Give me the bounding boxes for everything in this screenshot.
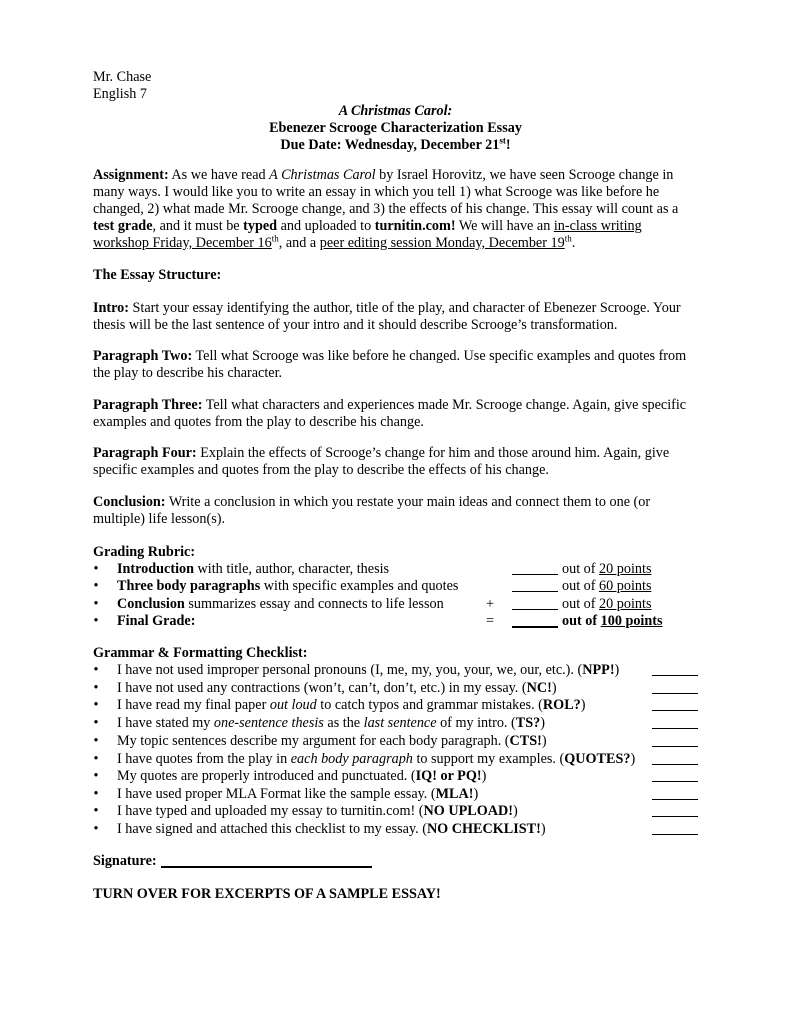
structure-heading: The Essay Structure: xyxy=(93,267,222,283)
check-blank[interactable] xyxy=(652,803,698,817)
assignment-line-1: Assignment: As we have read A Christmas Carol by Israel Horovitz, we have seen Scrooge change in xyxy=(93,167,674,183)
paragraph-three-line-1: Paragraph Three: Tell what characters and experiences made Mr. Scrooge change. Again, give specific xyxy=(93,397,687,413)
bullet-icon: • xyxy=(93,578,99,594)
check-blank[interactable] xyxy=(652,786,698,800)
paragraph-four-line-1: Paragraph Four: Explain the effects of Scrooge’s change for him and those around him. Again, give xyxy=(93,445,670,461)
check-blank[interactable] xyxy=(652,733,698,747)
conclusion-line-1: Conclusion: Write a conclusion in which you restate your main ideas and connect them to one (or xyxy=(93,494,651,510)
score-blank[interactable] xyxy=(512,561,558,575)
bullet-icon: • xyxy=(93,803,99,819)
assignment-line-4: test grade, and it must be typed and uploaded to turnitin.com! We will have an in-class writing xyxy=(93,218,642,234)
bullet-icon: • xyxy=(93,821,99,837)
workshop-date: in-class writing xyxy=(553,218,642,234)
paragraph-four-line-2: specific examples and quotes from the play to describe the effects of his change. xyxy=(93,462,549,478)
assignment-label: Assignment: xyxy=(93,167,169,183)
teacher-name: Mr. Chase xyxy=(93,69,152,85)
peer-editing-date: peer editing session Monday, December 19 xyxy=(319,235,565,251)
turn-over-note: TURN OVER FOR EXCERPTS OF A SAMPLE ESSAY! xyxy=(93,886,441,902)
bullet-icon: • xyxy=(93,680,99,696)
check-blank[interactable] xyxy=(652,662,698,676)
check-blank[interactable] xyxy=(652,680,698,694)
paragraph-three-line-2: examples and quotes from the play to describe his change. xyxy=(93,414,424,430)
paragraph-two-line-2: the play to describe his character. xyxy=(93,365,283,381)
signature-label: Signature: xyxy=(93,853,157,869)
assignment-line-2: many ways. I would like you to write an essay in which you tell 1) what Scrooge was like before he xyxy=(93,184,660,200)
bullet-icon: • xyxy=(93,768,99,784)
plus-sign: + xyxy=(486,596,495,612)
document-title: A Christmas Carol: xyxy=(338,103,453,119)
due-date: Due Date: Wednesday, December 21st! xyxy=(280,135,511,153)
check-blank[interactable] xyxy=(652,768,698,782)
bullet-icon: • xyxy=(93,751,99,767)
checklist-heading: Grammar & Formatting Checklist: xyxy=(93,645,308,661)
bullet-icon: • xyxy=(93,715,99,731)
bullet-icon: • xyxy=(93,733,99,749)
intro-line-2: thesis will be the last sentence of your intro and it should describe Scrooge’s transformation. xyxy=(93,317,618,333)
score-blank[interactable] xyxy=(512,578,558,592)
intro-line-1: Intro: Start your essay identifying the author, title of the play, and character of Ebenezer Scrooge. Your xyxy=(93,300,681,316)
check-blank[interactable] xyxy=(652,821,698,835)
assignment-line-5: workshop Friday, December 16th, and a peer editing session Monday, December 19th. xyxy=(93,233,576,251)
bullet-icon: • xyxy=(93,613,99,629)
signature-line[interactable] xyxy=(161,853,372,868)
rubric-heading: Grading Rubric: xyxy=(93,544,196,560)
bullet-icon: • xyxy=(93,596,99,612)
bullet-icon: • xyxy=(93,786,99,802)
equals-sign: = xyxy=(486,613,495,629)
class-name: English 7 xyxy=(93,86,147,102)
bullet-icon: • xyxy=(93,662,99,678)
paragraph-two-line-1: Paragraph Two: Tell what Scrooge was like before he changed. Use specific examples and quotes from xyxy=(93,348,687,364)
assignment-line-3: changed, 2) what made Mr. Scrooge change, and 3) the effects of his change. This essay will count as a xyxy=(93,201,679,217)
final-score-blank[interactable] xyxy=(512,613,558,628)
check-blank[interactable] xyxy=(652,751,698,765)
conclusion-line-2: multiple) life lesson(s). xyxy=(93,511,225,527)
document-subtitle: Ebenezer Scrooge Characterization Essay xyxy=(269,120,522,136)
check-blank[interactable] xyxy=(652,715,698,729)
score-blank[interactable] xyxy=(512,596,558,610)
check-blank[interactable] xyxy=(652,697,698,711)
bullet-icon: • xyxy=(93,697,99,713)
bullet-icon: • xyxy=(93,561,99,577)
